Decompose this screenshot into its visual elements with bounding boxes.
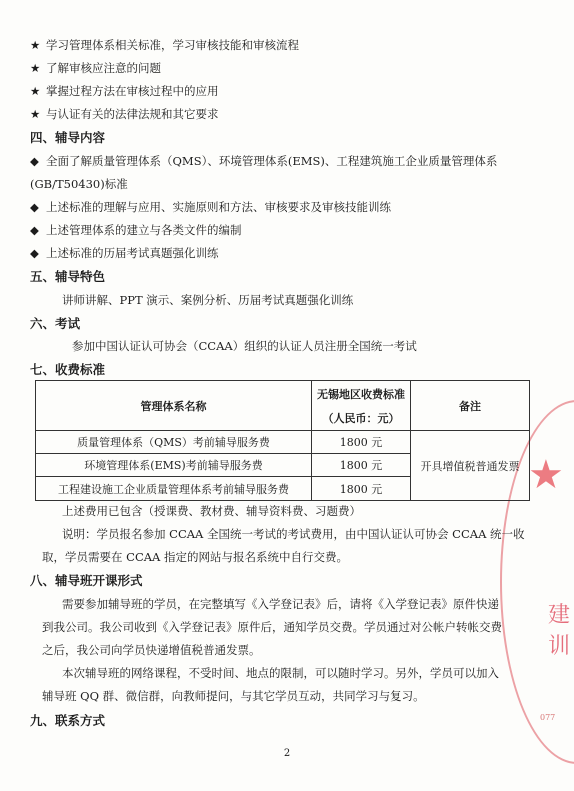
intro-item: ★ 掌握过程方法在审核过程中的应用 — [30, 84, 219, 98]
seal-star-icon: ★ — [528, 452, 564, 498]
paragraph-line: 辅导班 QQ 群、微信群，向教师提问，与其它学员互动，共同学习与复习。 — [42, 689, 425, 703]
content-item: ◆ 上述标准的历届考试真题强化训练 — [30, 246, 219, 260]
table-header: 无锡地区收费标准 （人民币：元） — [312, 381, 411, 431]
star-icon: ★ — [30, 84, 41, 98]
intro-item: ★ 与认证有关的法律法规和其它要求 — [30, 107, 219, 121]
paragraph-line: 需要参加辅导班的学员，在完整填写《入学登记表》后，请将《入学登记表》原件快递 — [62, 597, 499, 611]
diamond-icon: ◆ — [30, 200, 39, 214]
content-item: ◆ 上述管理体系的建立与各类文件的编制 — [30, 223, 242, 237]
paragraph-line: 到我公司。我公司收到《入学登记表》原件后，通知学员交费。学员通过对公帐户转帐交费 — [42, 620, 502, 634]
section-heading: 五、辅导特色 — [30, 269, 106, 284]
section-heading: 七、收费标准 — [30, 362, 106, 377]
section-heading: 八、辅导班开课形式 — [30, 573, 143, 588]
fee-table — [35, 380, 530, 501]
table-cell: 环境管理体系(EMS)考前辅导服务费 — [36, 454, 312, 477]
section-heading: 六、考试 — [30, 316, 81, 331]
table-cell: 1800 元 — [312, 477, 411, 501]
table-row — [36, 431, 530, 454]
diamond-icon: ◆ — [30, 223, 39, 237]
page-number: 2 — [283, 748, 291, 759]
exam-text: 参加中国认证认可协会（CCAA）组织的认证人员注册全国统一考试 — [72, 339, 417, 353]
star-icon: ★ — [30, 61, 41, 75]
table-cell-note: 开具增值税普通发票 — [411, 431, 530, 501]
section-heading: 四、辅导内容 — [30, 130, 106, 145]
star-icon: ★ — [30, 38, 41, 52]
intro-item: ★ 学习管理体系相关标准，学习审核技能和审核流程 — [30, 38, 299, 52]
fee-explanation: 说明：学员报名参加 CCAA 全国统一考试的考试费用，由中国认证认可协会 CCAA 统一收 — [62, 527, 525, 541]
content-item-cont: (GB/T50430)标准 — [30, 177, 128, 191]
table-header-row — [36, 381, 530, 431]
fee-note: 上述费用已包含（授课费、教材费、辅导资料费、习题费） — [62, 504, 361, 518]
seal-number: 077 — [540, 713, 556, 722]
section-heading: 九、联系方式 — [30, 713, 106, 728]
intro-item: ★ 了解审核应注意的问题 — [30, 61, 161, 75]
feature-text: 讲师讲解、PPT 演示、案例分析、历届考试真题强化训练 — [62, 293, 354, 307]
star-icon: ★ — [30, 107, 41, 121]
table-cell: 1800 元 — [312, 431, 411, 454]
paragraph-line: 之后，我公司向学员快递增值税普通发票。 — [42, 643, 261, 657]
diamond-icon: ◆ — [30, 246, 39, 260]
table-header: 备注 — [411, 381, 530, 431]
content-item: ◆ 全面了解质量管理体系（QMS）、环境管理体系(EMS)、工程建筑施工企业质量管理体系 — [30, 154, 498, 168]
diamond-icon: ◆ — [30, 154, 39, 168]
content-item: ◆ 上述标准的理解与应用、实施原则和方法、审核要求及审核技能训练 — [30, 200, 391, 214]
paragraph-line: 本次辅导班的网络课程，不受时间、地点的限制，可以随时学习。另外，学员可以加入 — [62, 666, 499, 680]
table-cell: 1800 元 — [312, 454, 411, 477]
fee-explanation-cont: 取，学员需要在 CCAA 指定的网站与报名系统中自行交费。 — [42, 550, 349, 564]
table-cell: 质量管理体系（QMS）考前辅导服务费 — [36, 431, 312, 454]
table-cell: 工程建设施工企业质量管理体系考前辅导服务费 — [36, 477, 312, 501]
table-header: 管理体系名称 — [36, 381, 312, 431]
seal-text: 建训 — [548, 603, 571, 659]
